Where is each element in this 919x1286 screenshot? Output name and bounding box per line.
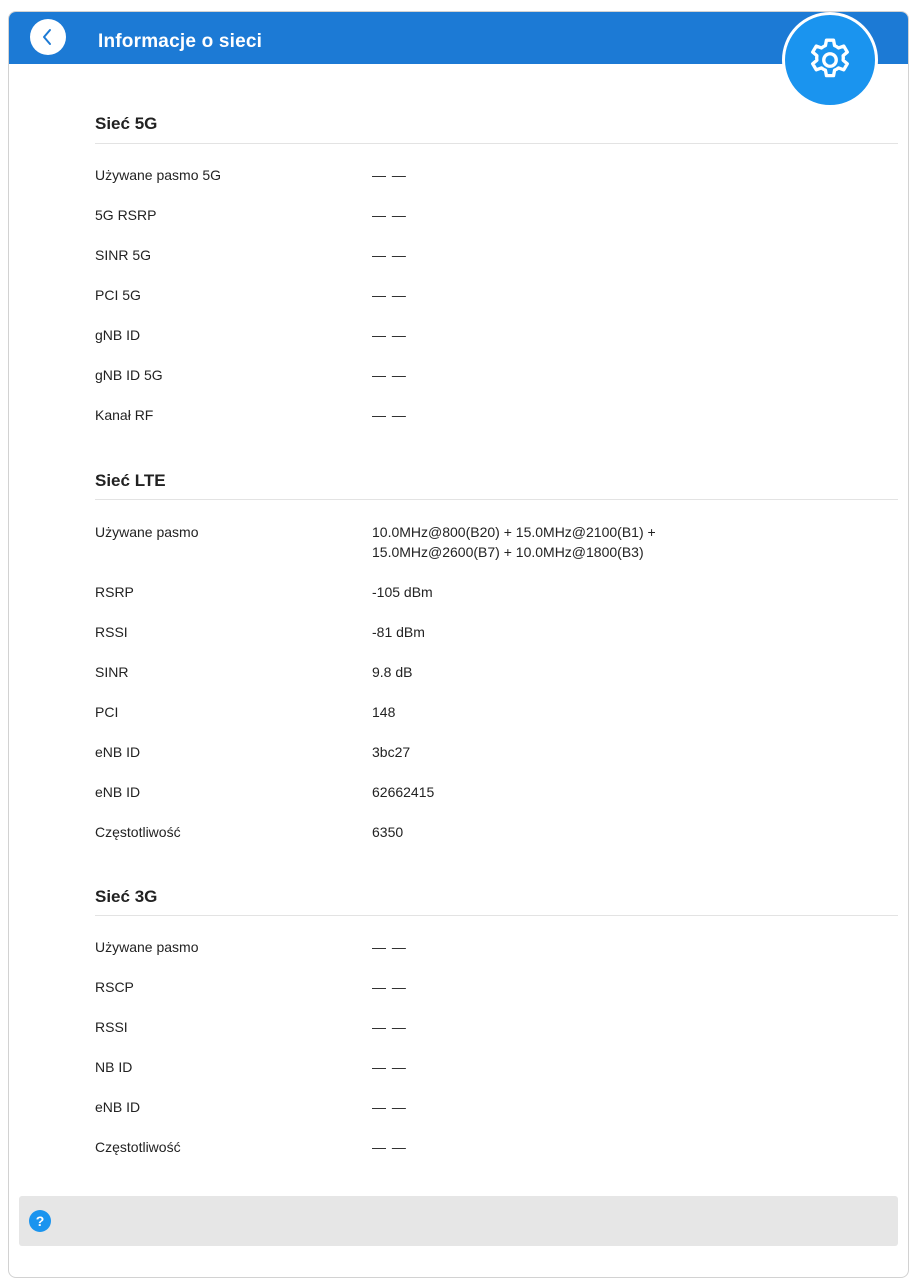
row-value: — — [372,367,407,383]
network-info-panel [8,11,909,1278]
chevron-left-icon [41,28,55,46]
divider [95,143,898,144]
help-bar [19,1196,898,1246]
row-label: eNB ID [95,1099,141,1115]
row-value: 148 [372,704,396,720]
row-label: RSCP [95,979,134,995]
row-value: 3bc27 [372,744,411,760]
row-value: -81 dBm [372,624,425,640]
row-value: — — [372,1139,407,1155]
row-label: eNB ID [95,744,141,760]
row-label: Częstotliwość [95,1139,181,1155]
row-label: Kanał RF [95,407,154,423]
row-value: 6350 [372,824,404,840]
header-bar [9,12,908,64]
row-value: — — [372,1059,407,1075]
row-label: PCI 5G [95,287,141,303]
page-title: Informacje o sieci [98,31,263,52]
row-label: Częstotliwość [95,824,181,840]
row-label: 5G RSRP [95,207,157,223]
row-label: PCI [95,704,119,720]
row-label: NB ID [95,1059,133,1075]
row-label: gNB ID [95,327,141,343]
row-label: SINR [95,664,129,680]
row-value: 10.0MHz@800(B20) + 15.0MHz@2100(B1) + [372,524,656,540]
row-label: RSSI [95,624,128,640]
section-title-lte: Sieć LTE [95,471,166,490]
row-value: 62662415 [372,784,435,800]
settings-button[interactable] [782,12,878,108]
row-label: RSSI [95,1019,128,1035]
row-value: -105 dBm [372,584,433,600]
row-value: — — [372,1099,407,1115]
row-value: — — [372,207,407,223]
row-label: eNB ID [95,784,141,800]
row-value: — — [372,287,407,303]
row-label: RSRP [95,584,134,600]
row-value: — — [372,327,407,343]
section-title-3g: Sieć 3G [95,887,158,906]
section-title-5g: Sieć 5G [95,114,158,133]
row-label: Używane pasmo [95,524,199,540]
row-label: gNB ID 5G [95,367,163,383]
gear-icon [805,35,855,85]
row-value: — — [372,407,407,423]
divider [95,915,898,916]
row-value: — — [372,247,407,263]
row-value: — — [372,1019,407,1035]
row-label: Używane pasmo 5G [95,167,222,183]
back-button[interactable] [30,19,66,55]
row-label: Używane pasmo [95,939,199,955]
divider [95,499,898,500]
help-icon[interactable]: ? [29,1210,51,1232]
row-value: — — [372,979,407,995]
row-value: 9.8 dB [372,664,413,680]
row-value: — — [372,939,407,955]
row-value: 15.0MHz@2600(B7) + 10.0MHz@1800(B3) [372,544,644,560]
row-value: — — [372,167,407,183]
row-label: SINR 5G [95,247,152,263]
